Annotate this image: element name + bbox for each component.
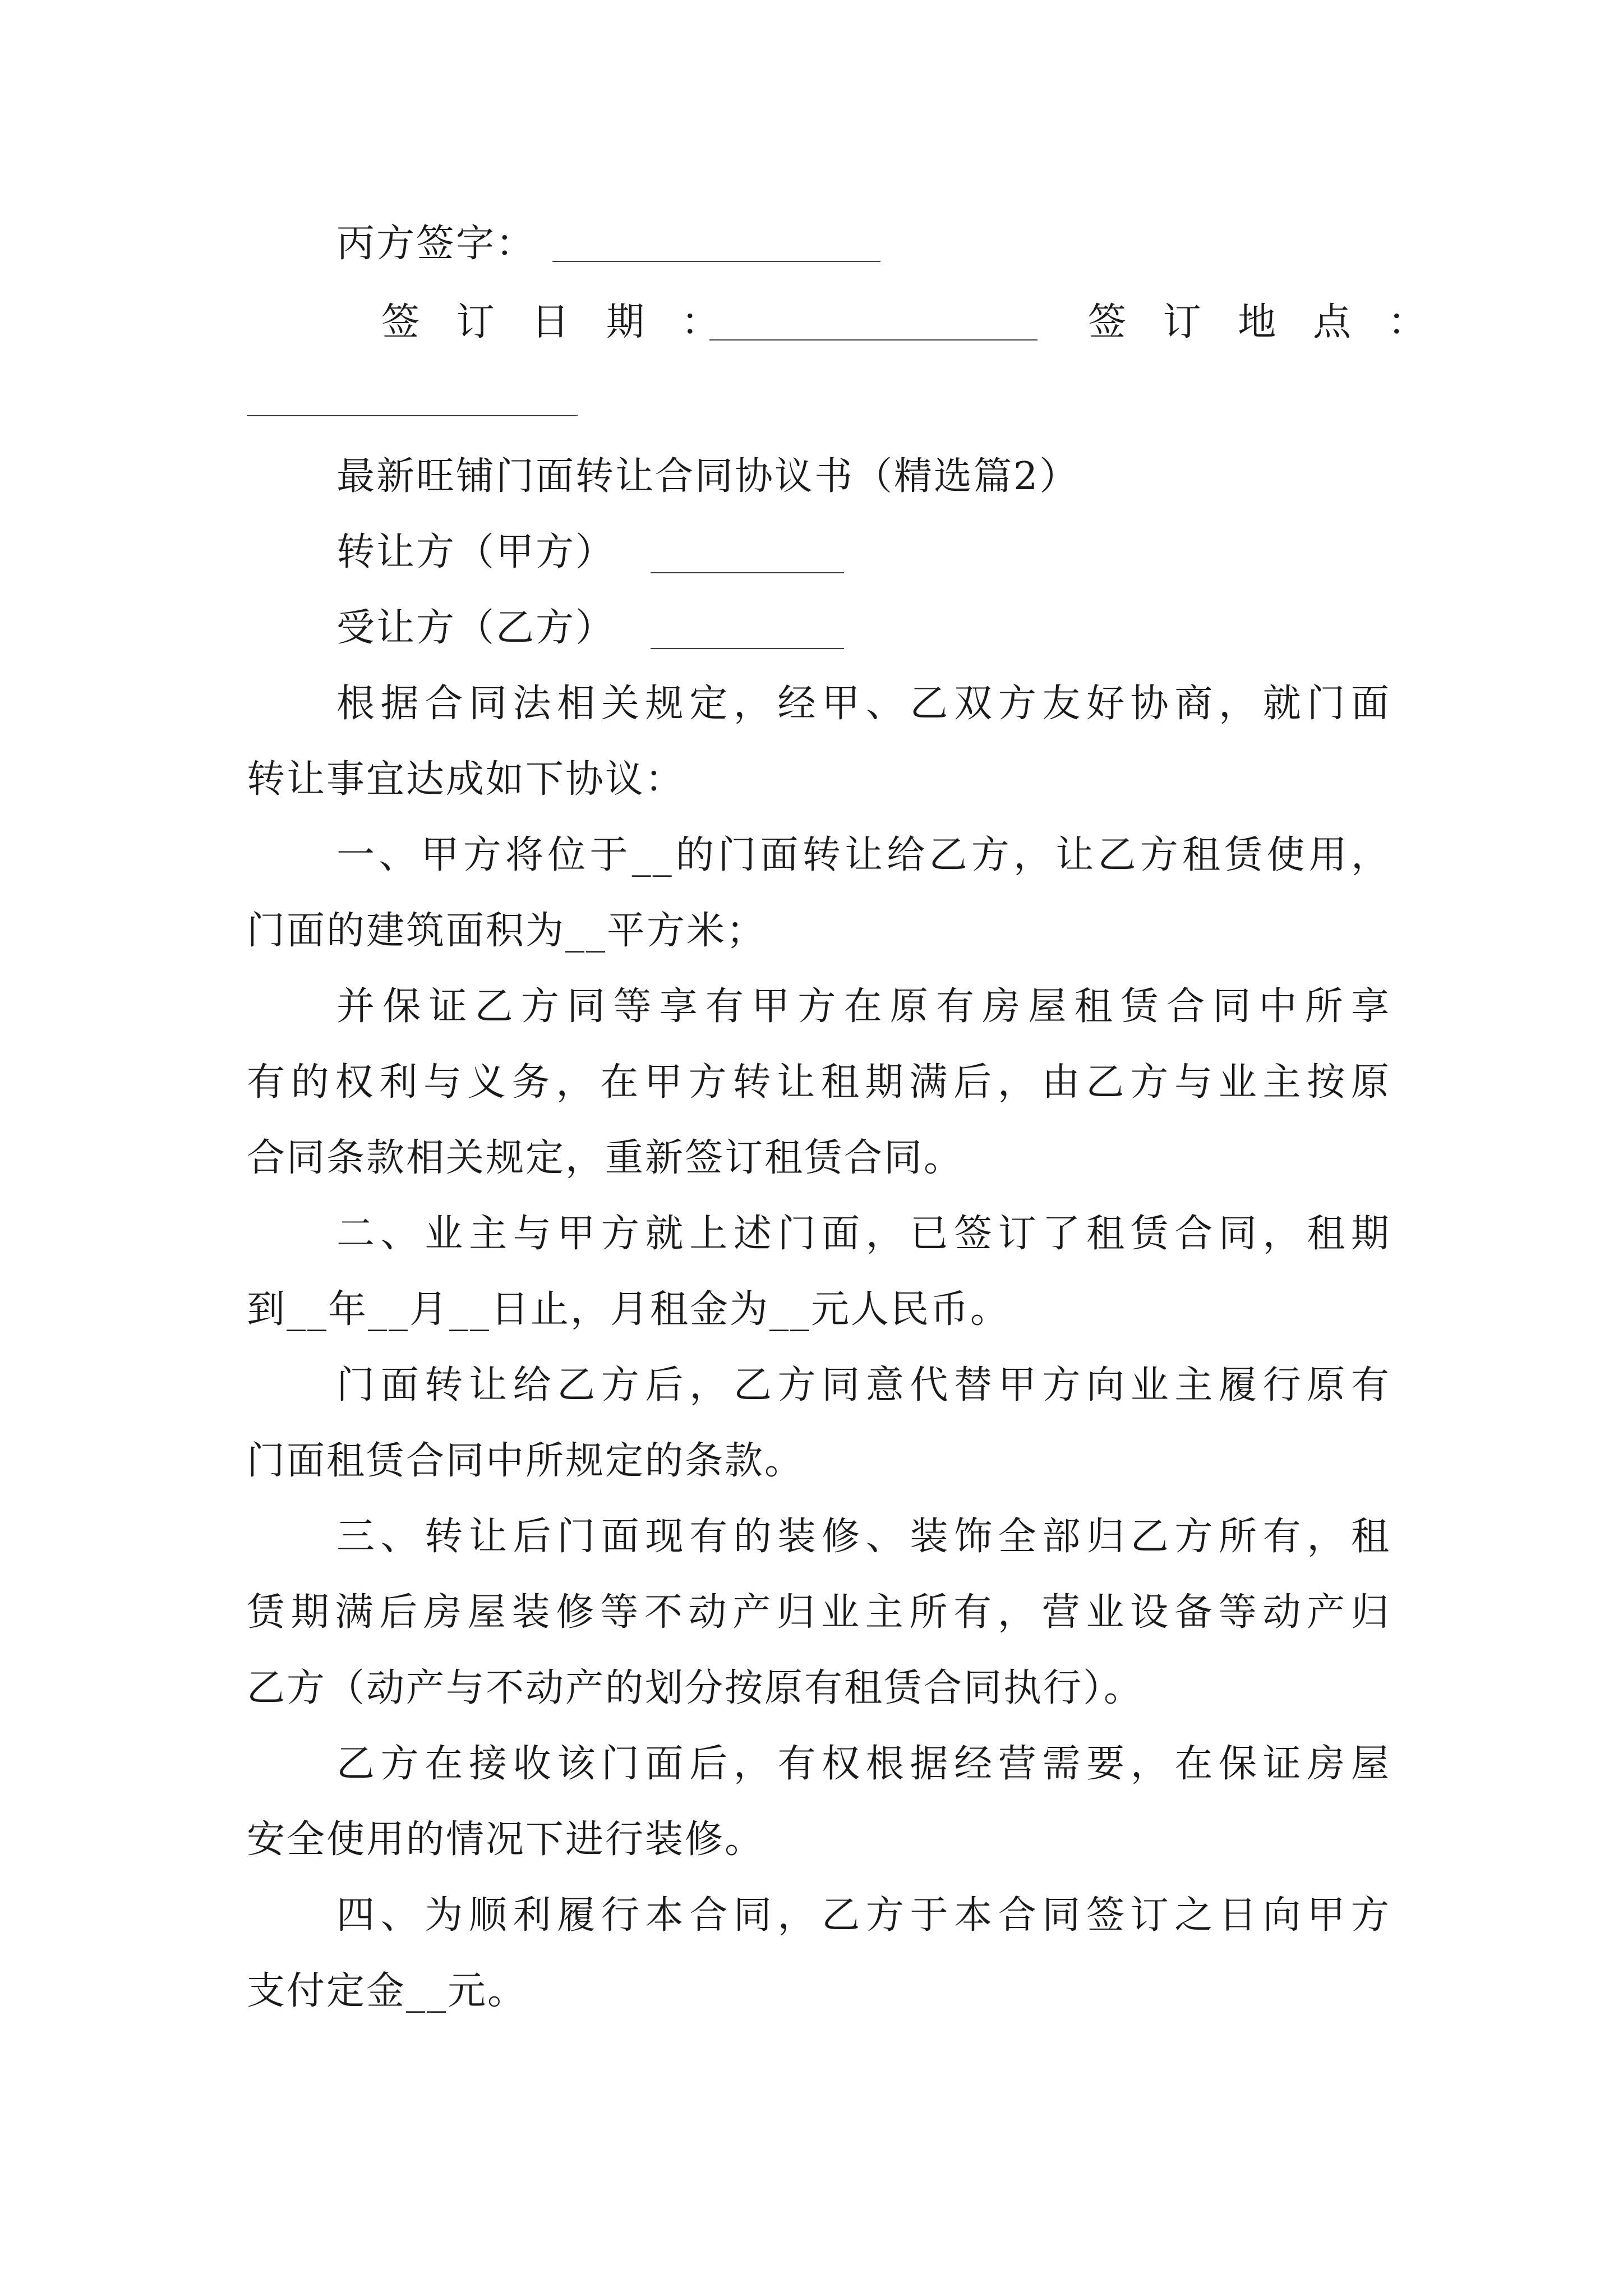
sign-place-blank <box>247 415 578 416</box>
paragraph-3-line-2: 有的权利与义务，在甲方转让租期满后，由乙方与业主按原 <box>247 1060 1391 1105</box>
document-title: 最新旺铺门面转让合同协议书（精选篇2） <box>336 454 1080 499</box>
party-c-signature-line <box>336 216 1391 272</box>
paragraph-3-line-3: 合同条款相关规定，重新签订租赁合同。 <box>247 1136 964 1180</box>
transferee-label: 受让方（乙方） <box>336 606 616 650</box>
paragraph-4-line-1: 二、业主与甲方就上述门面，已签订了租赁合同，租期 <box>336 1212 1391 1256</box>
paragraph-7-line-2: 安全使用的情况下进行装修。 <box>247 1818 765 1862</box>
paragraph-1-line-1: 根据合同法相关规定，经甲、乙双方友好协商，就门面 <box>336 682 1391 726</box>
sign-place-line <box>1088 295 1438 351</box>
transferor-label: 转让方（甲方） <box>336 530 616 574</box>
paragraph-8-line-2: 支付定金__元。 <box>247 1969 528 2013</box>
party-c-sign-label: 丙方签字： <box>336 222 536 266</box>
transferee-line <box>336 600 1391 656</box>
paragraph-5-line-2: 门面租赁合同中所规定的条款。 <box>247 1439 805 1483</box>
paragraph-3-line-1: 并保证乙方同等享有甲方在原有房屋租赁合同中所享 <box>336 984 1391 1029</box>
paragraph-2-line-2: 门面的建筑面积为__平方米； <box>247 909 767 953</box>
paragraph-6-line-1: 三、转让后门面现有的装修、装饰全部归乙方所有，租 <box>336 1515 1391 1559</box>
paragraph-4-line-2: 到__年__月__日止，月租金为__元人民币。 <box>247 1287 1011 1332</box>
transferor-line <box>336 524 1391 581</box>
transferor-blank <box>651 572 844 573</box>
transferee-blank <box>651 648 844 649</box>
paragraph-1-line-2: 转让事宜达成如下协议： <box>247 757 685 802</box>
paragraph-6-line-2: 赁期满后房屋装修等不动产归业主所有，营业设备等动产归 <box>247 1590 1391 1635</box>
party-c-signature-blank <box>552 261 880 262</box>
paragraph-2-line-1: 一、甲方将位于__的门面转让给乙方，让乙方租赁使用， <box>336 833 1391 877</box>
paragraph-6-line-3: 乙方（动产与不动产的划分按原有租赁合同执行）。 <box>247 1666 1144 1710</box>
sign-place-label: 签 订 地 点 ： <box>1088 300 1438 344</box>
sign-date-blank <box>709 339 1038 341</box>
paragraph-8-line-1: 四、为顺利履行本合同，乙方于本合同签订之日向甲方 <box>336 1893 1391 1938</box>
sign-date-label: 签 订 日 期 ： <box>381 300 732 344</box>
paragraph-5-line-1: 门面转让给乙方后，乙方同意代替甲方向业主履行原有 <box>336 1363 1391 1407</box>
paragraph-7-line-1: 乙方在接收该门面后，有权根据经营需要，在保证房屋 <box>336 1742 1391 1786</box>
